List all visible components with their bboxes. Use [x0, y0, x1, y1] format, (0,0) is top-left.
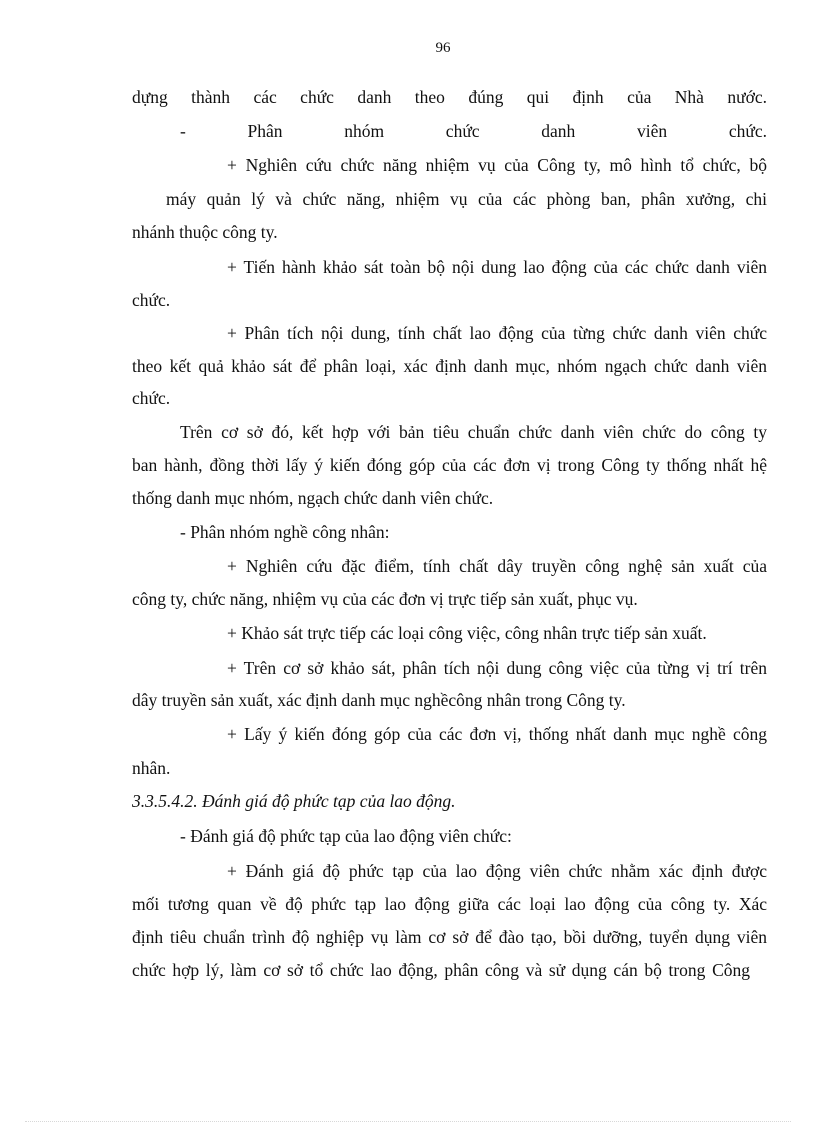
list-item: + Phân tích nội dung, tính chất lao động của từng chức danh viên chức [227, 323, 767, 343]
paragraph-start: Trên cơ sở đó, kết hợp với bản tiêu chuẩn chức danh viên chức do công ty [180, 422, 767, 442]
list-item: + Lấy ý kiến đóng góp của các đơn vị, thống nhất danh mục nghề công [227, 724, 767, 744]
body-line: dây truyền sản xuất, xác định danh mục nghềcông nhân trong Công ty. [132, 690, 626, 710]
list-item: + Khảo sát trực tiếp các loại công việc, công nhân trực tiếp sản xuất. [227, 623, 707, 643]
list-heading: - Đánh giá độ phức tạp của lao động viên chức: [180, 826, 512, 846]
list-item: + Nghiên cứu đặc điểm, tính chất dây truyền công nghệ sản xuất của [227, 556, 767, 576]
body-line: thống danh mục nhóm, ngạch chức danh viên chức. [132, 488, 494, 508]
body-line: dựng thành các chức danh theo đúng qui định của Nhà nước. [132, 87, 767, 107]
body-line: ban hành, đồng thời lấy ý kiến đóng góp của các đơn vị trong Công ty thống nhất hệ [132, 455, 767, 475]
body-line: nhánh thuộc công ty. [132, 222, 278, 242]
list-item: + Trên cơ sở khảo sát, phân tích nội dung công việc của từng vị trí trên [227, 658, 767, 678]
list-item: + Tiến hành khảo sát toàn bộ nội dung lao động của các chức danh viên [227, 257, 767, 277]
body-line: định tiêu chuẩn trình độ nghiệp vụ làm cơ sở để đào tạo, bồi dưỡng, tuyển dụng viên [132, 927, 767, 947]
body-line: theo kết quả khảo sát để phân loại, xác định danh mục, nhóm ngạch chức danh viên [132, 356, 767, 376]
section-heading: 3.3.5.4.2. Đánh giá độ phức tạp của lao động. [132, 791, 456, 811]
body-line: nhân. [132, 758, 171, 778]
list-heading: - Phân nhóm chức danh viên chức. [180, 121, 767, 141]
body-line: chức hợp lý, làm cơ sở tổ chức lao động, phân công và sử dụng cán bộ trong Công [132, 960, 750, 980]
page-number: 96 [435, 40, 451, 56]
list-item: + Nghiên cứu chức năng nhiệm vụ của Công ty, mô hình tổ chức, bộ [227, 155, 767, 175]
body-line: chức. [132, 290, 171, 310]
body-line: công ty, chức năng, nhiệm vụ của các đơn vị trực tiếp sản xuất, phục vụ. [132, 589, 638, 609]
page-bottom-divider [25, 1121, 791, 1122]
body-line: chức. [132, 388, 171, 408]
body-line: mối tương quan về độ phức tạp lao động giữa các loại lao động của công ty. Xác [132, 894, 767, 914]
body-line: máy quản lý và chức năng, nhiệm vụ của các phòng ban, phân xưởng, chi [166, 189, 767, 209]
list-heading: - Phân nhóm nghề công nhân: [180, 522, 390, 542]
list-item: + Đánh giá độ phức tạp của lao động viên chức nhằm xác định được [227, 861, 767, 881]
